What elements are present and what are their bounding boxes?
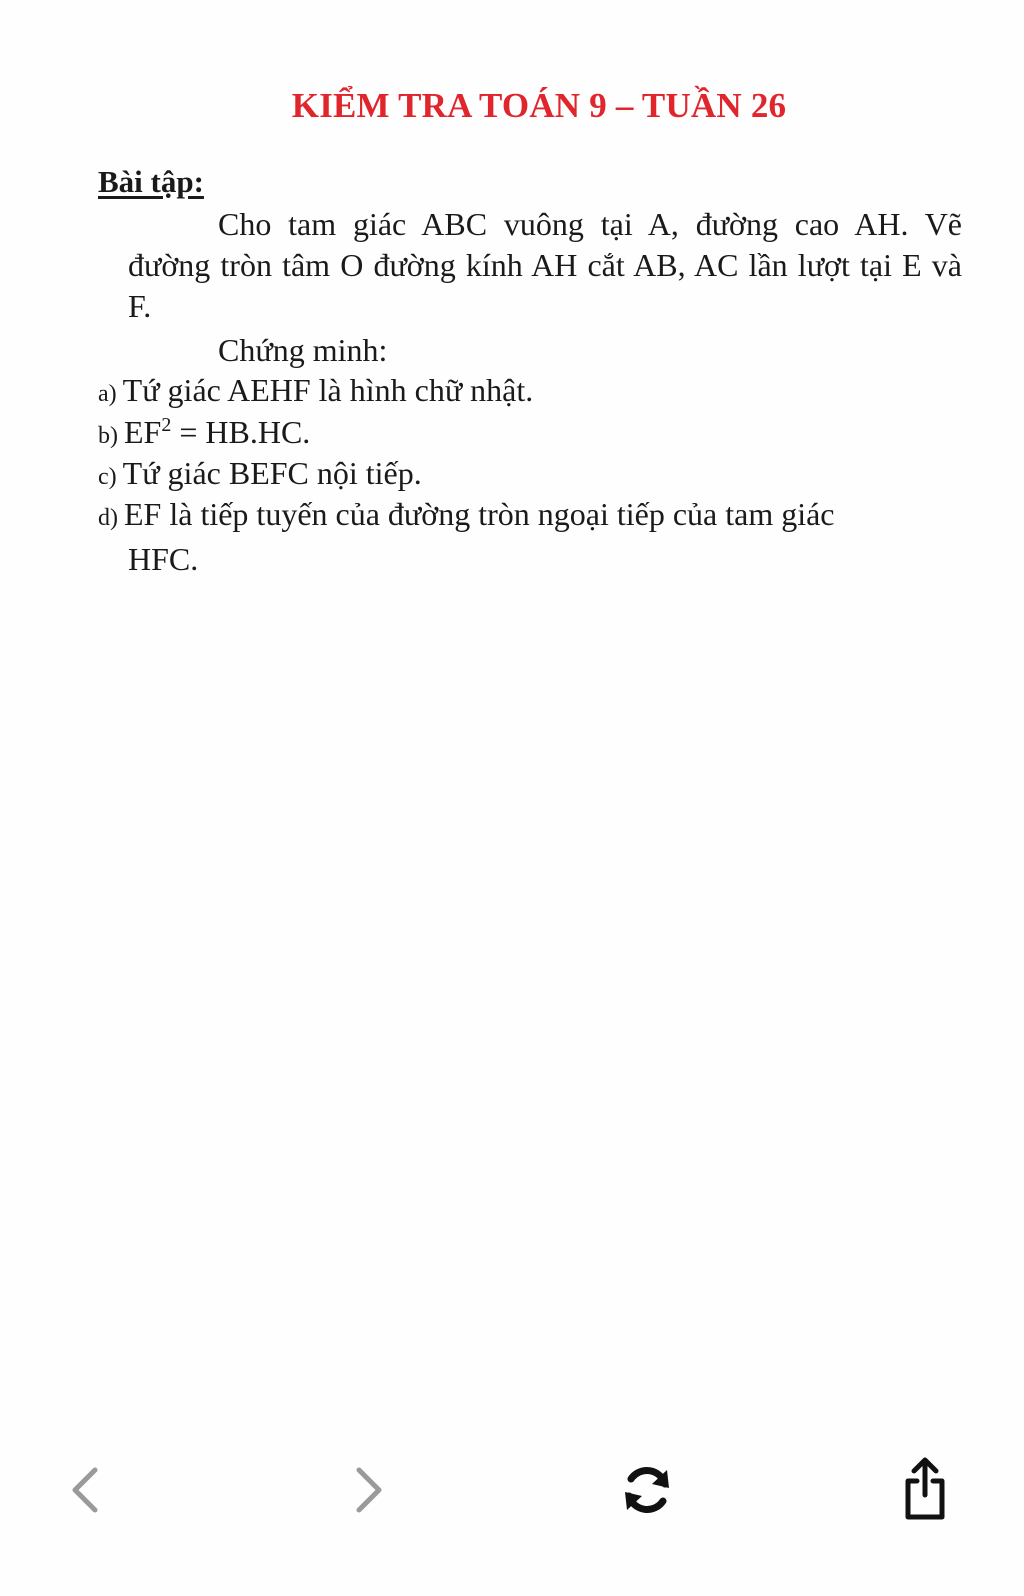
chevron-left-icon	[65, 1464, 105, 1516]
prove-label: Chứng minh:	[218, 332, 388, 368]
problem-statement: Cho tam giác ABC vuông tại A, đường cao AH. Vẽ đường tròn tâm O đường kính AH cắt AB, AC lần lượt tại E và F.	[128, 206, 962, 324]
exercise-heading: Bài tập:	[98, 164, 204, 199]
list-item-d	[98, 494, 928, 580]
share-button[interactable]	[890, 1455, 960, 1525]
document-title: KIỂM TRA TOÁN 9 – TUẦN 26	[291, 86, 787, 125]
back-button[interactable]	[50, 1455, 120, 1525]
item-text: Tứ giác AEHF là hình chữ nhật.	[122, 372, 534, 408]
refresh-icon	[619, 1462, 675, 1518]
chevron-right-icon	[349, 1464, 389, 1516]
refresh-button[interactable]	[612, 1455, 682, 1525]
item-marker: b)	[98, 423, 118, 449]
list-item-b	[98, 412, 928, 457]
list-item-c	[98, 453, 928, 498]
share-icon	[900, 1457, 950, 1523]
exponent: 2	[161, 414, 172, 436]
item-marker: c)	[98, 464, 117, 490]
item-text: EF	[124, 414, 162, 450]
item-text: EF là tiếp tuyến của đường tròn ngoại tiếp của tam giác	[124, 496, 835, 532]
item-marker: a)	[98, 381, 117, 407]
item-text: Tứ giác BEFC nội tiếp.	[122, 455, 422, 491]
item-text-continued: HFC.	[128, 541, 199, 577]
list-item-a	[98, 370, 928, 415]
item-marker: d)	[98, 505, 118, 531]
forward-button[interactable]	[334, 1455, 404, 1525]
item-text-rest: = HB.HC.	[171, 414, 311, 450]
